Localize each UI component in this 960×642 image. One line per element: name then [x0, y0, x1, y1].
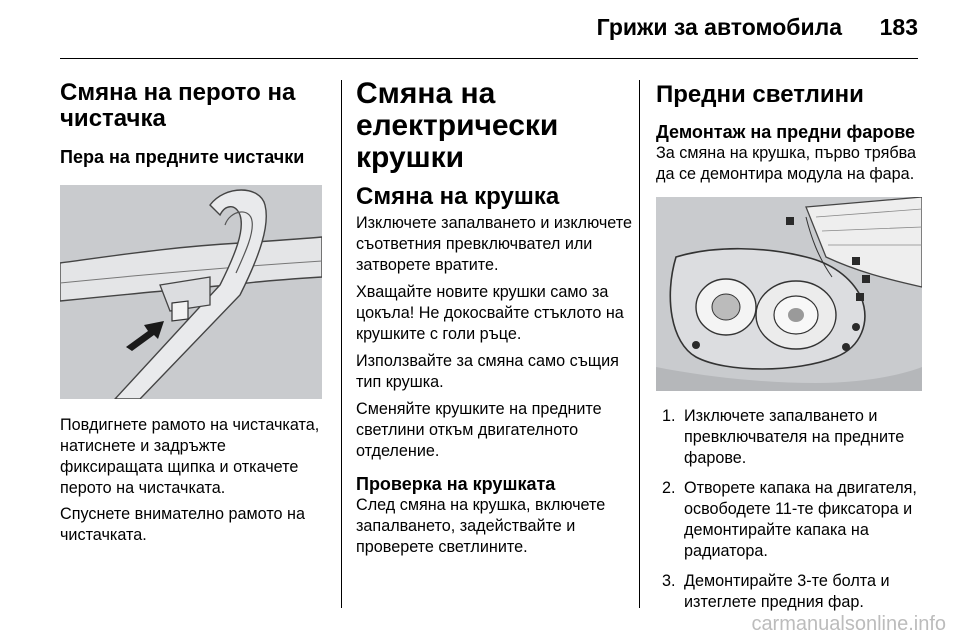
step-text: Изключете запалването и превключвателя на предните фарове.	[684, 407, 905, 467]
wiper-para-2: Спуснете внимателно рамото на чистачката.	[60, 505, 305, 544]
bulbs-heading: Смяна на електрически крушки	[356, 77, 559, 174]
step-number: 3.	[662, 572, 676, 590]
wiper-subheading: Пера на предните чистачки	[60, 147, 305, 167]
headlights-intro: За смяна на крушка, първо трябва да се демонтира модула на фара.	[656, 144, 917, 183]
bulbs-para-5: След смяна на крушка, включете запалването, задействайте и проверете светлините.	[356, 496, 606, 556]
column-wiper	[60, 70, 328, 546]
step-number: 2.	[662, 479, 676, 497]
column-headlights	[656, 70, 926, 622]
step-item	[656, 406, 926, 469]
step-text: Демонтирайте 3-те болта и изтеглете предния фар.	[684, 572, 890, 611]
section-title: Грижи за автомобила	[596, 14, 842, 40]
column-divider	[639, 80, 640, 608]
headlight-drawing	[656, 197, 922, 391]
bulbs-para-2: Хващайте новите крушки само за цокъла! Не докосвайте стъклото на крушките с голи ръце.	[356, 283, 624, 343]
header-rule	[60, 58, 918, 59]
headlights-heading: Предни светлини	[656, 81, 864, 108]
headlight-steps	[656, 406, 926, 613]
bulb-replace-subheading: Смяна на крушка	[356, 183, 560, 210]
bulbs-para-3: Използвайте за смяна само същия тип крушка.	[356, 352, 619, 391]
headlight-removal-subheading: Демонтаж на предни фарове	[656, 122, 916, 142]
headlight-illustration	[656, 197, 922, 391]
bulbs-para-1: Изключете запалването и изключете съответния превключвател или затворете вратите.	[356, 214, 633, 274]
wiper-heading: Смяна на перото на чистачка	[60, 79, 296, 132]
bulb-check-subheading: Проверка на крушката	[356, 474, 556, 494]
page-header	[0, 0, 960, 62]
step-text: Отворете капака на двигателя, освободете 11-те фиксатора и демонтирайте капака на радиатора.	[684, 479, 917, 560]
wiper-illustration	[60, 185, 322, 399]
wiper-arm-drawing	[60, 185, 322, 399]
step-item	[656, 478, 926, 562]
step-item	[656, 571, 926, 613]
column-bulbs	[356, 70, 632, 558]
page-number: 183	[879, 14, 918, 40]
watermark: carmanualsonline.info	[751, 613, 946, 635]
bulbs-para-4: Сменяйте крушките на предните светлини откъм двигателното отделение.	[356, 400, 602, 460]
column-divider	[341, 80, 342, 608]
wiper-para-1: Повдигнете рамото на чистачката, натиснете и задръжте фиксиращата щипка и откачете перото на чистачката.	[60, 416, 320, 497]
step-number: 1.	[662, 407, 676, 425]
